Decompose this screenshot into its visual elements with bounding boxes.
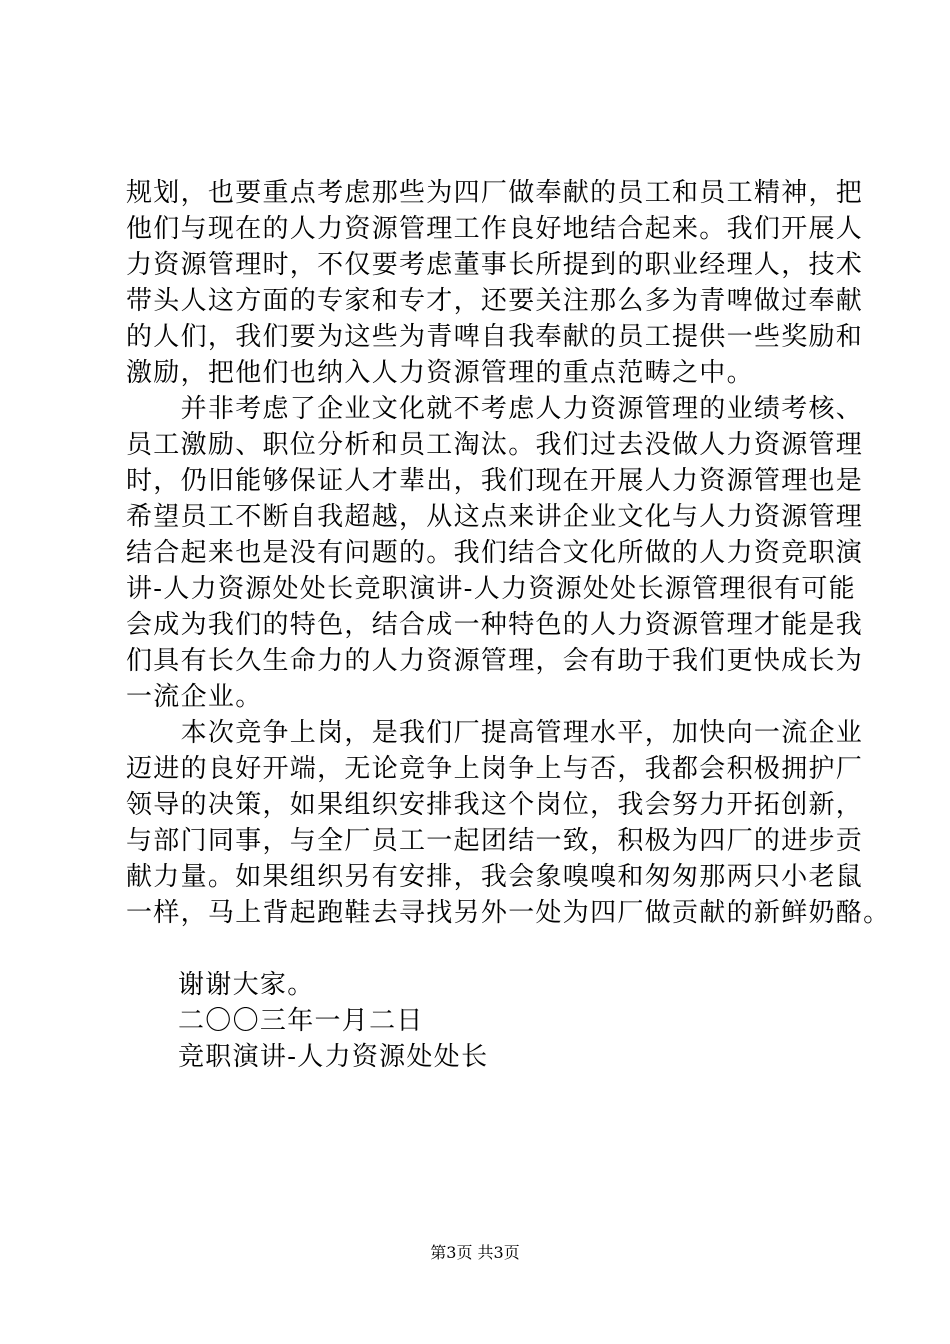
body-text-line: 的人们，我们要为这些为青啤自我奉献的员工提供一些奖励和 (126, 322, 864, 352)
body-text-line: 献力量。如果组织另有安排，我会象嗅嗅和匆匆那两只小老鼠 (126, 862, 864, 892)
body-text-line: 们具有长久生命力的人力资源管理，会有助于我们更快成长为 (126, 646, 864, 676)
body-text-line: 结合起来也是没有问题的。我们结合文化所做的人力资竞职演 (126, 538, 864, 568)
body-text-line: 一样，马上背起跑鞋去寻找另外一处为四厂做贡献的新鲜奶酪。 (126, 898, 891, 928)
body-text-line: 带头人这方面的专家和专才，还要关注那么多为青啤做过奉献 (126, 286, 864, 316)
closing-date: 二〇〇三年一月二日 (178, 1006, 424, 1036)
body-text-line: 规划，也要重点考虑那些为四厂做奉献的员工和员工精神，把 (126, 178, 864, 208)
body-text-line: 员工激励、职位分析和员工淘汰。我们过去没做人力资源管理 (126, 430, 864, 460)
paragraph-start-line: 本次竞争上岗，是我们厂提高管理水平，加快向一流企业 (126, 718, 864, 748)
closing-title: 竞职演讲-人力资源处处长 (178, 1042, 489, 1072)
body-text-line: 希望员工不断自我超越，从这点来讲企业文化与人力资源管理 (126, 502, 864, 532)
body-text-line: 一流企业。 (126, 682, 263, 712)
body-text-line: 激励，把他们也纳入人力资源管理的重点范畴之中。 (126, 358, 754, 388)
body-text-line: 与部门同事，与全厂员工一起团结一致，积极为四厂的进步贡 (126, 826, 864, 856)
closing-thanks: 谢谢大家。 (178, 970, 315, 1000)
body-text-line: 时，仍旧能够保证人才辈出，我们现在开展人力资源管理也是 (126, 466, 864, 496)
body-text-line: 力资源管理时，不仅要考虑董事长所提到的职业经理人，技术 (126, 250, 864, 280)
body-text-line: 他们与现在的人力资源管理工作良好地结合起来。我们开展人 (126, 214, 864, 244)
body-text-line: 迈进的良好开端，无论竞争上岗争上与否，我都会积极拥护厂 (126, 754, 864, 784)
body-text-line: 讲-人力资源处处长竞职演讲-人力资源处处长源管理很有可能 (126, 574, 856, 604)
page-number-footer: 第3页 共3页 (430, 1243, 520, 1262)
paragraph-start-line: 并非考虑了企业文化就不考虑人力资源管理的业绩考核、 (126, 394, 864, 424)
body-text-line: 会成为我们的特色，结合成一种特色的人力资源管理才能是我 (126, 610, 864, 640)
body-text-line: 领导的决策，如果组织安排我这个岗位，我会努力开拓创新， (126, 790, 864, 820)
